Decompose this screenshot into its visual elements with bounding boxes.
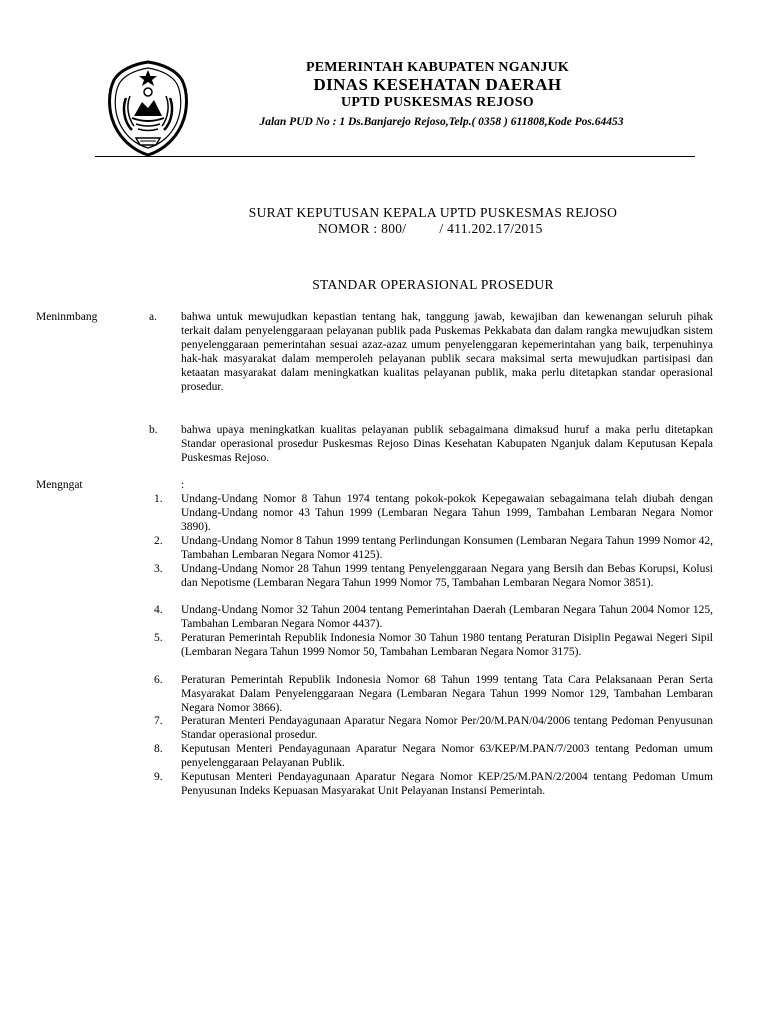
letterhead-text <box>200 60 675 130</box>
regency-coat-of-arms-icon <box>106 58 190 158</box>
address-line: Jalan PUD No : 1 Ds.Banjarejo Rejoso,Telp.( 0358 ) 611808,Kode Pos.64453 <box>259 116 624 128</box>
mengingat-marker-5: 5. <box>154 632 163 644</box>
mengingat-marker-6: 6. <box>154 674 163 686</box>
mengingat-item-9: Keputusan Menteri Pendayagunaan Aparatur Negara Nomor KEP/25/M.PAN/2/2004 tentang Pedoman Umum Penyusunan Indeks Kepuasan Masyarakat Unit Pelayanan Instansi Pemerintah. <box>181 771 713 798</box>
mengingat-item-4: Undang-Undang Nomor 32 Tahun 2004 tentang Pemerintahan Daerah (Lembaran Negara Tahun 2004 Nomor 125, Tambahan Lembaran Negara Nomor 4437). <box>181 604 713 631</box>
mengingat-item-1: Undang-Undang Nomor 8 Tahun 1974 tentang pokok-pokok Kepegawaian sebagaimana telah diubah dengan Undang-Undang nomor 43 Tahun 1999 (Lembaran Negara Tahun 1999, Tambahan Lembaran Negara Nomor 3890). <box>181 493 713 534</box>
mengingat-marker-1: 1. <box>154 493 163 505</box>
government-name: PEMERINTAH KABUPATEN NGANJUK <box>305 60 570 75</box>
mengingat-item-2: Undang-Undang Nomor 8 Tahun 1999 tentang Perlindungan Konsumen (Lembaran Negara Tahun 1999 Nomor 42, Tambahan Lembaran Negara Nomor 4125). <box>181 535 713 562</box>
menimbang-item-b: bahwa upaya meningkatkan kualitas pelayanan publik sebagaimana dimaksud huruf a maka perlu ditetapkan Standar operasional prosedur Puskesmas Rejoso Dinas Kesehatan Kabupaten Nganjuk dalam Keputusan Kepala Puskesmas Rejoso. <box>181 424 713 465</box>
menimbang-item-a: bahwa untuk mewujudkan kepastian tentang hak, tanggung jawab, kewajiban dan kewenangan seluruh pihak terkait dalam penyelenggaraan pelayanan publik pada Puskemas Pekkabata dan dalam rangka mewujudkan sistem penyelenggaraan pemerintahan sesuai azaz-azaz umum penyelenggaran kepemerintahan yang baik, terpenuhinya hak-hak masyarakat dalam memperoleh pelayanan publik secara maksimal serta mewujudkan partisipasi dan ketaatan masyarakat dalam meningkatkan kualitas pelayanan publik, maka perlu ditetapkan standar operasional prosedur. <box>181 311 713 394</box>
mengingat-colon: : <box>181 479 185 491</box>
menimbang-marker-b: b. <box>149 424 158 436</box>
menimbang-label: Meninmbang <box>36 311 98 323</box>
mengingat-marker-8: 8. <box>154 743 163 755</box>
mengingat-item-7: Peraturan Menteri Pendayagunaan Aparatur Negara Nomor Per/20/M.PAN/04/2006 tentang Pedoman Penyusunan Standar operasional prosedur. <box>181 715 713 742</box>
mengingat-marker-3: 3. <box>154 563 163 575</box>
department-name: DINAS KESEHATAN DAERAH <box>313 75 562 94</box>
menimbang-marker-a: a. <box>149 311 157 323</box>
mengingat-item-3: Undang-Undang Nomor 28 Tahun 1999 tentang Penyelenggaraan Negara yang Bersih dan Bebas Korupsi, Kolusi dan Nepotisme (Lembaran Negara Tahun 1999 Nomor 75, Tambahan Lembaran Negara Nomor 3851). <box>181 563 713 590</box>
letterhead-divider <box>95 156 695 157</box>
mengingat-marker-7: 7. <box>154 715 163 727</box>
mengingat-item-5: Peraturan Pemerintah Republik Indonesia Nomor 30 Tahun 1980 tentang Peraturan Disiplin Pegawai Negeri Sipil (Lembaran Negara Tahun 1999 Nomor 50, Tambahan Lembaran Negara Nomor 3175). <box>181 632 713 659</box>
mengingat-marker-2: 2. <box>154 535 163 547</box>
unit-name: UPTD PUSKESMAS REJOSO <box>341 95 534 110</box>
sop-title: STANDAR OPERASIONAL PROSEDUR <box>312 277 554 292</box>
decree-title: SURAT KEPUTUSAN KEPALA UPTD PUSKESMAS REJOSO <box>248 205 618 220</box>
letterhead <box>0 0 768 170</box>
mengingat-label: Mengngat <box>36 479 83 491</box>
decree-number: NOMOR : 800/ / 411.202.17/2015 <box>318 221 543 236</box>
mengingat-item-6: Peraturan Pemerintah Republik Indonesia Nomor 68 Tahun 1999 tentang Tata Cara Pelaksanaan Peran Serta Masyarakat Dalam Penyelenggaraan Negara (Lembaran Negara Tahun 1999 Nomor 129, Tambahan Lembaran Negara Nomor 3866). <box>181 674 713 715</box>
mengingat-marker-9: 9. <box>154 771 163 783</box>
mengingat-marker-4: 4. <box>154 604 163 616</box>
mengingat-item-8: Keputusan Menteri Pendayagunaan Aparatur Negara Nomor 63/KEP/M.PAN/7/2003 tentang Pedoman umum penyelenggaraan Pelayanan Publik. <box>181 743 713 770</box>
